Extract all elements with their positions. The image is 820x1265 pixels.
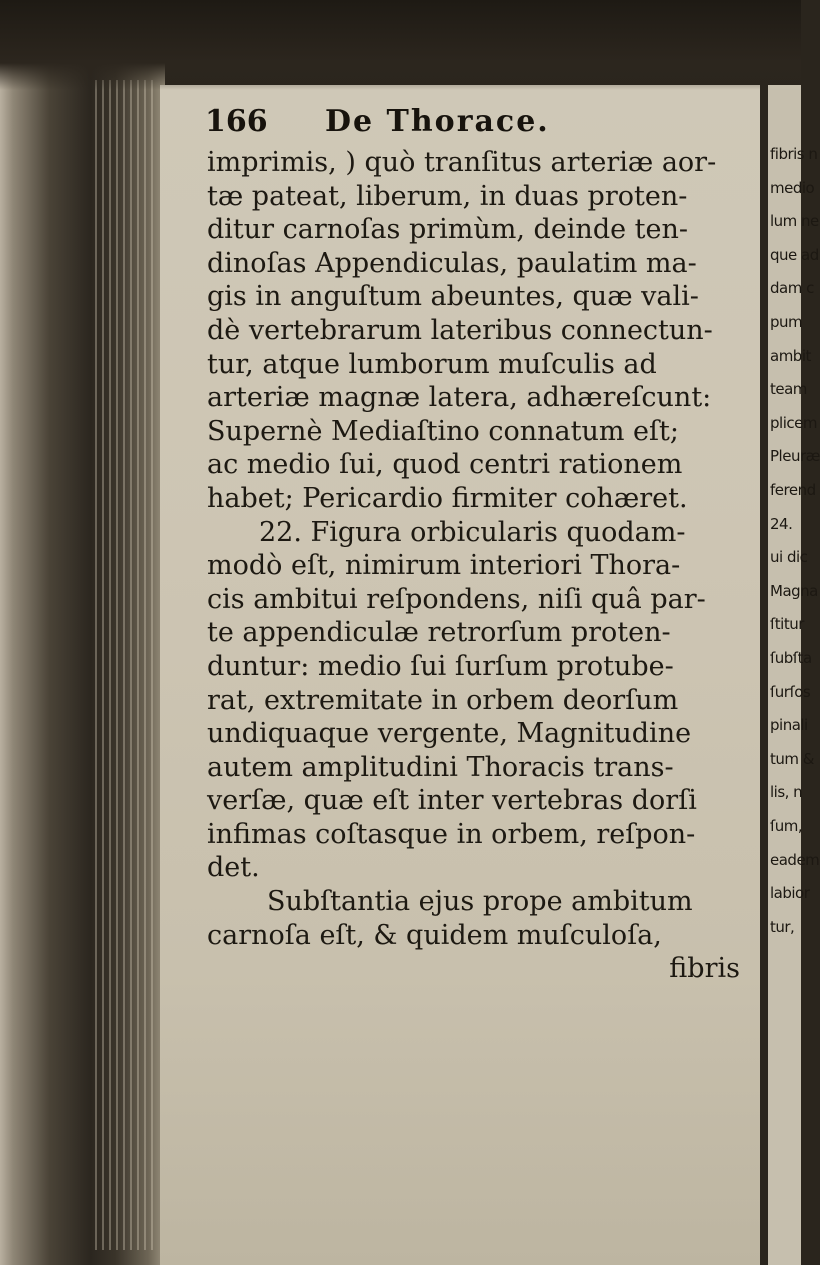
text-line: Supernè Mediaſtino connatum eſt;: [207, 415, 679, 447]
next-page-fragment: Magna: [770, 581, 818, 600]
text-line: det.: [207, 852, 260, 884]
text-line: rat, extremitate in orbem deorſum: [207, 684, 679, 716]
catchword: fibris: [669, 953, 740, 985]
next-page-fragment: dam c: [770, 279, 814, 298]
text-line: infimas coſtasque in orbem, reſpon-: [207, 818, 696, 850]
paragraph-substantia-start: Subſtantia ejus prope ambitum: [267, 886, 693, 918]
text-line: te appendiculæ retrorſum proten-: [207, 617, 671, 649]
text-line: carnoſa eſt, & quidem muſculoſa,: [207, 919, 662, 951]
next-page-fragment: plicem: [770, 413, 817, 432]
next-page-fragment: tur,: [770, 917, 795, 936]
next-page-strip: [768, 85, 820, 1265]
text-line: undiquaque vergente, Magnitudine: [207, 718, 692, 750]
running-title: De Thorace.: [325, 104, 550, 139]
text-line: habet; Pericardio firmiter cohæret.: [207, 482, 688, 514]
next-page-fragment: pinali: [770, 716, 808, 735]
next-page-fragment: ferend: [770, 481, 816, 499]
text-line: modò eſt, nimirum interiori Thora-: [207, 550, 681, 582]
text-line: verſæ, quæ eſt inter vertebras dorſi: [207, 785, 697, 817]
next-page-fragment: ſubſta: [770, 649, 812, 667]
text-line: autem amplitudini Thoracis trans-: [207, 751, 674, 783]
paragraph-22-start: 22. Figura orbicularis quodam-: [259, 516, 686, 548]
book-binding-gutter: [0, 0, 165, 1265]
next-page-fragment: labior: [770, 884, 810, 903]
text-line: ac medio ſui, quod centri rationem: [207, 449, 683, 481]
text-line: imprimis, ) quò tranſitus arteriæ aor-: [207, 147, 717, 178]
page-divider: [760, 85, 768, 1265]
text-line: dè vertebrarum lateribus connectun-: [207, 314, 713, 346]
text-line: ditur carnoſas primùm, deinde ten-: [207, 214, 689, 246]
next-page-fragment: ambit: [770, 346, 811, 365]
page-edges: [95, 80, 157, 1250]
text-line: dinoſas Appendiculas, paulatim ma-: [207, 247, 697, 279]
text-line: gis in anguſtum abeuntes, quæ vali-: [207, 281, 699, 313]
page-header: [205, 100, 675, 148]
next-page-fragment: medio: [770, 178, 815, 197]
top-shadow: [0, 0, 801, 90]
next-page-fragment: lum ne: [770, 212, 819, 231]
next-page-fragment: team: [770, 380, 807, 399]
text-line: duntur: medio ſui ſurſum protube-: [207, 650, 674, 682]
next-page-fragment: tum &: [770, 749, 814, 768]
page-number: 166: [205, 104, 268, 139]
next-page-fragment: eadem: [770, 850, 820, 869]
next-page-fragment: pum: [770, 313, 803, 331]
next-page-fragment: ſum,: [770, 817, 803, 835]
text-line: arteriæ magnæ latera, adhæreſcunt:: [207, 382, 712, 414]
next-page-fragment: ſtitur: [770, 615, 804, 634]
next-page-fragment: que ad: [770, 245, 819, 264]
next-page-fragment: 24.: [770, 514, 793, 533]
text-line: cis ambitui reſpondens, niſi quâ par-: [207, 583, 706, 615]
next-page-fragment: lis, n: [770, 783, 803, 802]
text-line: tur, atque lumborum muſculis ad: [207, 348, 657, 380]
text-line: tæ pateat, liberum, in duas proten-: [207, 180, 688, 212]
next-page-fragment: ui dic: [770, 548, 808, 567]
page-body-text: [207, 146, 752, 986]
next-page-fragment: Pleuræ: [770, 447, 820, 466]
next-page-fragment: fibris n: [770, 145, 818, 163]
next-page-fragment: ſurſos: [770, 682, 811, 701]
